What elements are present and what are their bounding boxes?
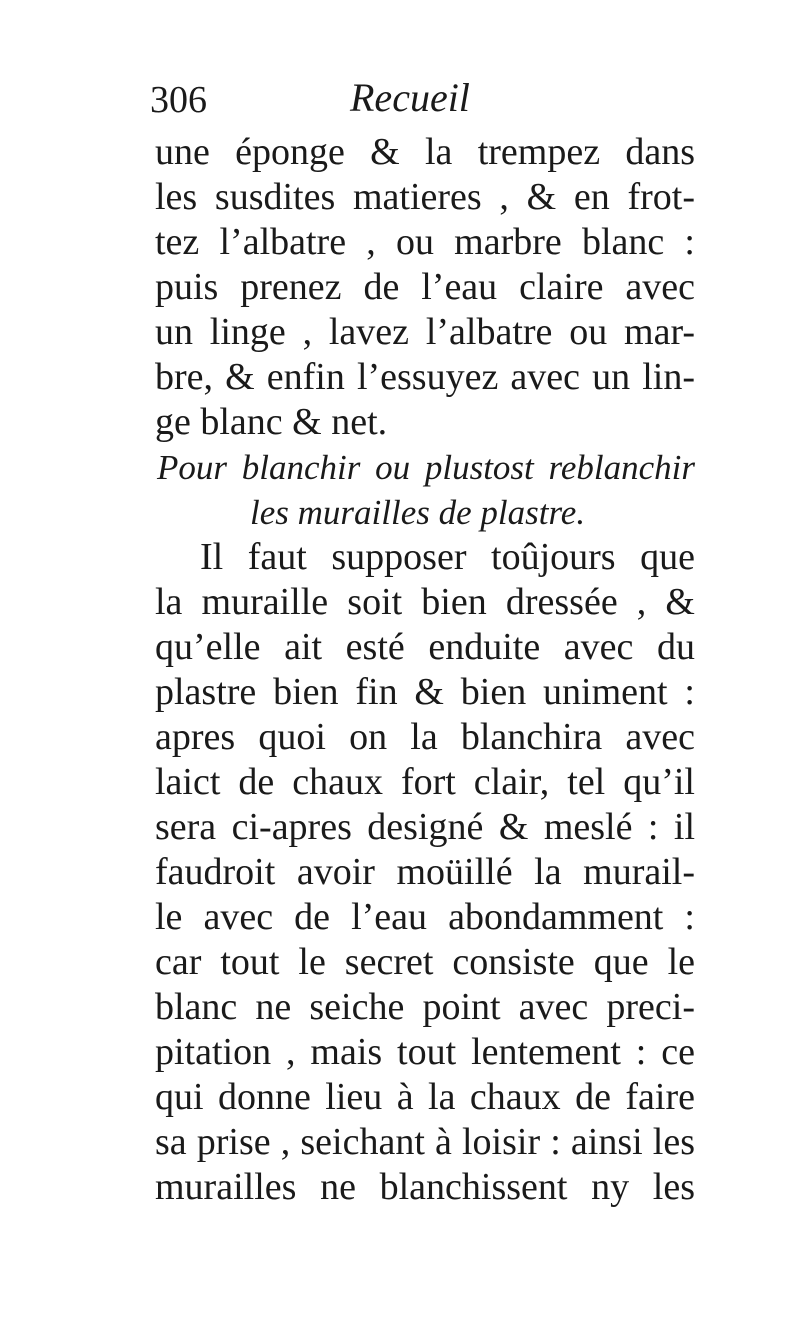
- text-line: sera ci-apres designé & meslé : il: [155, 806, 695, 848]
- text-line: qui donne lieu à la chaux de faire: [155, 1076, 695, 1118]
- text-line: plastre bien fin & bien uniment :: [155, 671, 695, 713]
- text-line: qu’elle ait esté enduite avec du: [155, 626, 695, 668]
- text-line: tez l’albatre , ou marbre blanc :: [155, 221, 695, 263]
- section-heading: les murailles de plastre.: [250, 493, 586, 532]
- page-number: 306: [150, 79, 207, 121]
- text-line: faudroit avoir moüillé la murail-: [155, 851, 695, 893]
- text-line: murailles ne blanchissent ny les: [155, 1166, 695, 1208]
- text-line: puis prenez de l’eau claire avec: [155, 266, 695, 308]
- body-text: [155, 130, 695, 1210]
- page-header: [150, 70, 690, 130]
- section-heading: Pour blanchir ou plustost reblanchir: [157, 448, 695, 487]
- text-line: laict de chaux fort clair, tel qu’il: [155, 761, 695, 803]
- text-line: apres quoi on la blanchira avec: [155, 716, 695, 758]
- running-head: Recueil: [350, 75, 470, 120]
- text-line: car tout le secret consiste que le: [155, 941, 695, 983]
- text-line: le avec de l’eau abondamment :: [155, 896, 695, 938]
- text-line: ge blanc & net.: [155, 401, 388, 443]
- text-line: bre, & enfin l’essuyez avec un lin-: [155, 356, 695, 398]
- text-line: sa prise , seichant à loisir : ainsi les: [155, 1121, 695, 1163]
- text-line: pitation , mais tout lentement : ce: [155, 1031, 695, 1073]
- text-line: les susdites matieres , & en frot-: [155, 176, 695, 218]
- text-line: un linge , lavez l’albatre ou mar-: [155, 311, 695, 353]
- text-line: la muraille soit bien dressée , &: [155, 581, 695, 623]
- text-line: Il faut supposer toûjours que: [200, 536, 695, 578]
- text-line: une éponge & la trempez dans: [155, 131, 695, 173]
- text-line: blanc ne seiche point avec preci-: [155, 986, 695, 1028]
